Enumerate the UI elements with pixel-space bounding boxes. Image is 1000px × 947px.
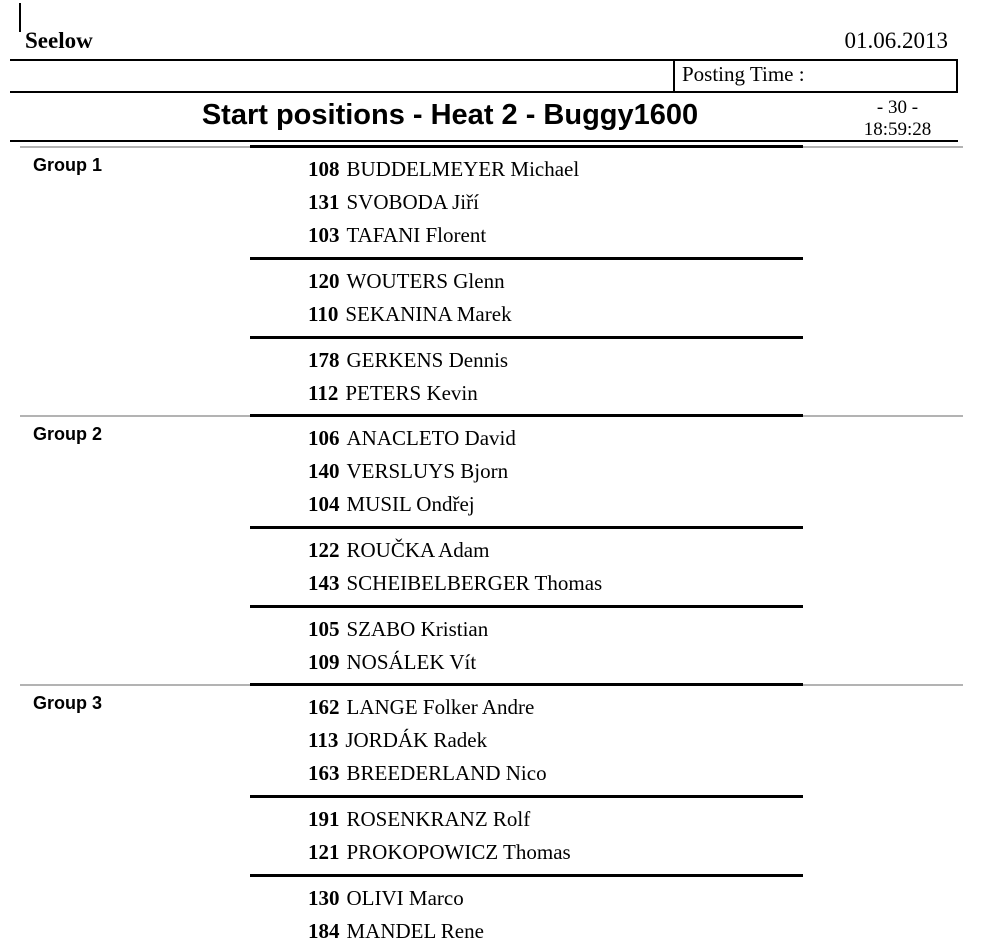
driver-name: TAFANI Florent <box>346 223 487 247</box>
driver-entry <box>308 153 803 186</box>
driver-number: 131 <box>308 190 340 214</box>
driver-entry <box>308 455 803 488</box>
driver-name: SZABO Kristian <box>346 617 489 641</box>
driver-number: 143 <box>308 571 340 595</box>
driver-number: 110 <box>308 302 339 326</box>
driver-name: GERKENS Dennis <box>346 348 509 372</box>
driver-entry <box>308 298 803 331</box>
driver-entry <box>308 803 803 836</box>
driver-entry <box>308 422 803 455</box>
driver-entry <box>308 186 803 219</box>
driver-number: 109 <box>308 650 340 674</box>
driver-name: NOSÁLEK Vít <box>346 650 477 674</box>
driver-name: SVOBODA Jiří <box>346 190 479 214</box>
driver-number: 103 <box>308 223 340 247</box>
driver-number: 120 <box>308 269 340 293</box>
driver-name: PROKOPOWICZ Thomas <box>346 840 571 864</box>
group-3-section <box>0 686 1000 947</box>
page-title: Start positions - Heat 2 - Buggy1600 <box>201 99 699 131</box>
driver-number: 184 <box>308 919 340 943</box>
start-row <box>250 795 803 874</box>
driver-name: BUDDELMEYER Michael <box>346 157 580 181</box>
driver-entry <box>308 488 803 521</box>
event-date: 01.06.2013 <box>844 28 948 53</box>
start-row <box>250 148 803 257</box>
start-row <box>250 686 803 795</box>
driver-number: 112 <box>308 381 339 405</box>
driver-number: 191 <box>308 807 340 831</box>
driver-entry <box>308 534 803 567</box>
driver-name: SEKANINA Marek <box>345 302 512 326</box>
driver-entry <box>308 265 803 298</box>
text-cursor-mark <box>19 3 21 32</box>
group-3-label: Group 3 <box>33 693 103 713</box>
group-2-section <box>0 417 1000 684</box>
driver-number: 162 <box>308 695 340 719</box>
page-meta-block <box>845 97 950 141</box>
posting-time-value: 18:59:28 <box>863 119 932 140</box>
driver-number: 108 <box>308 157 340 181</box>
start-positions-table <box>0 146 1000 947</box>
driver-name: ROSENKRANZ Rolf <box>346 807 531 831</box>
driver-name: PETERS Kevin <box>345 381 478 405</box>
driver-name: SCHEIBELBERGER Thomas <box>346 571 603 595</box>
driver-name: ANACLETO David <box>346 426 516 450</box>
driver-name: VERSLUYS Bjorn <box>346 459 509 483</box>
group-2-label: Group 2 <box>33 424 103 444</box>
page-number: - 30 - <box>876 97 919 118</box>
driver-name: MANDEL Rene <box>346 919 484 943</box>
group-2-drivers-column <box>250 417 803 684</box>
driver-entry <box>308 915 803 947</box>
posting-time-box <box>673 61 958 91</box>
start-row <box>250 257 803 336</box>
start-row <box>250 874 803 947</box>
driver-name: ROUČKA Adam <box>346 538 490 562</box>
driver-name: LANGE Folker Andre <box>346 695 535 719</box>
driver-entry <box>308 344 803 377</box>
header-rule-bottom <box>10 140 958 142</box>
group-1-drivers-column <box>250 148 803 415</box>
header-rule-middle <box>10 91 958 93</box>
driver-number: 105 <box>308 617 340 641</box>
start-row <box>250 417 803 526</box>
group-3-drivers-column <box>250 686 803 947</box>
driver-entry <box>308 567 803 600</box>
driver-number: 130 <box>308 886 340 910</box>
driver-entry <box>308 646 803 679</box>
driver-entry <box>308 613 803 646</box>
driver-name: BREEDERLAND Nico <box>346 761 547 785</box>
event-location: Seelow <box>25 28 93 53</box>
driver-entry <box>308 757 803 790</box>
start-row <box>250 336 803 415</box>
page-header-row <box>25 28 948 54</box>
start-row <box>250 526 803 605</box>
driver-entry <box>308 219 803 252</box>
driver-number: 113 <box>308 728 339 752</box>
driver-number: 178 <box>308 348 340 372</box>
driver-entry <box>308 836 803 869</box>
group-1-label: Group 1 <box>33 155 103 175</box>
driver-entry <box>308 691 803 724</box>
start-row <box>250 605 803 684</box>
driver-number: 121 <box>308 840 340 864</box>
driver-number: 122 <box>308 538 340 562</box>
driver-name: WOUTERS Glenn <box>346 269 505 293</box>
driver-entry <box>308 724 803 757</box>
driver-name: OLIVI Marco <box>346 886 464 910</box>
driver-number: 104 <box>308 492 340 516</box>
driver-name: MUSIL Ondřej <box>346 492 475 516</box>
posting-time-label: Posting Time : <box>682 62 805 86</box>
driver-number: 140 <box>308 459 340 483</box>
driver-name: JORDÁK Radek <box>345 728 488 752</box>
driver-number: 106 <box>308 426 340 450</box>
driver-number: 163 <box>308 761 340 785</box>
driver-entry <box>308 377 803 410</box>
group-1-section <box>0 148 1000 415</box>
driver-entry <box>308 882 803 915</box>
